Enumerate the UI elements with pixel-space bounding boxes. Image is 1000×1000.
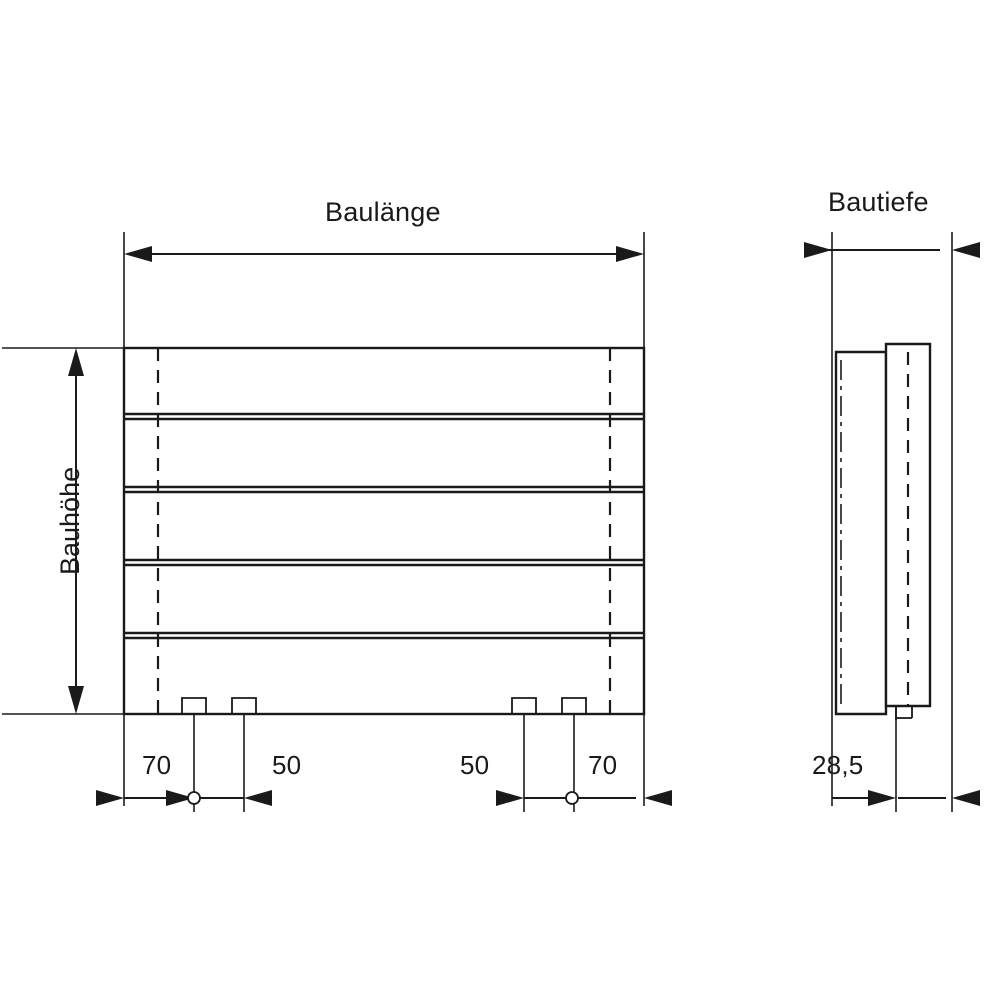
dim-bautiefe — [804, 242, 980, 258]
dim-label-70-right: 70 — [588, 750, 618, 780]
dim-label-50-right: 50 — [460, 750, 490, 780]
dim-label-depth: 28,5 — [812, 750, 864, 780]
dim-label-50-left: 50 — [272, 750, 302, 780]
dim-bottom-group — [96, 790, 672, 806]
dim-label-70-left: 70 — [142, 750, 172, 780]
label-baulaenge: Baulänge — [325, 197, 441, 227]
side-body-outline — [836, 344, 930, 720]
dim-depth-bottom — [832, 790, 980, 806]
label-bautiefe: Bautiefe — [828, 187, 929, 217]
label-bauhoehe: Bauhöhe — [55, 466, 85, 575]
dim-baulaenge — [124, 246, 644, 262]
front-body-outline — [124, 348, 644, 714]
